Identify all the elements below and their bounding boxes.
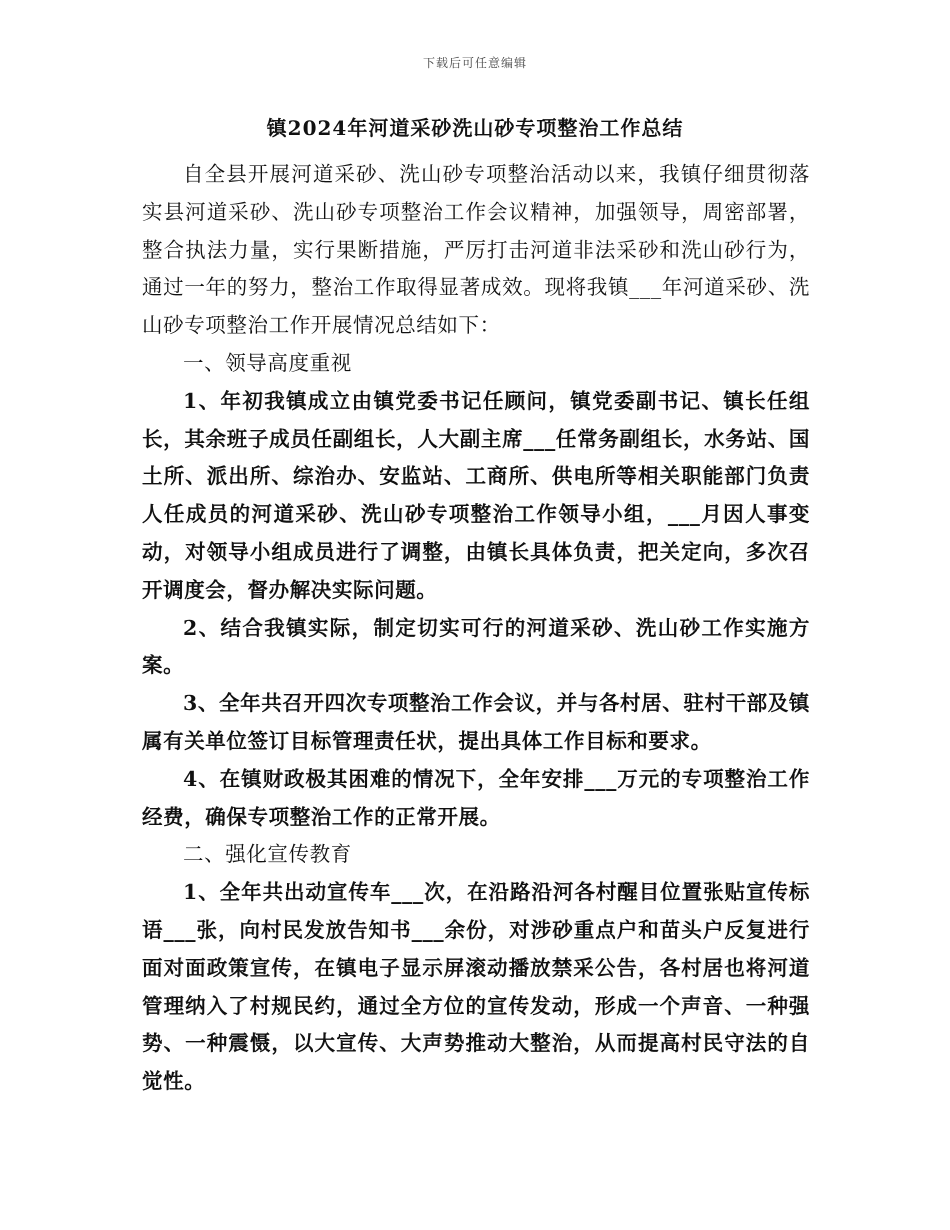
document-body bbox=[142, 156, 810, 1101]
document-title: 镇2024年河道采砂洗山砂专项整治工作总结 bbox=[266, 116, 684, 140]
item-paragraph: 4、在镇财政极其困难的情况下，全年安排___万元的专项整治工作经费，确保专项整治工作的正常开展。 bbox=[142, 766, 810, 829]
item-paragraph: 1、年初我镇成立由镇党委书记任顾问，镇党委副书记、镇长任组长，其余班子成员任副组长，人大副主席___任常务副组长，水务站、国土所、派出所、综治办、安监站、工商所、供电所等相关职能部门负责人任成员的河道采砂、洗山砂专项整治工作领导小组，___月因人事变动，对领导小组成员进行了调整，由镇长具体负责，把关定向，多次召开调度会，督办解决实际问题。 bbox=[142, 388, 810, 602]
header-note: 下载后可任意编辑 bbox=[422, 56, 527, 70]
item-paragraph: 2、结合我镇实际，制定切实可行的河道采砂、洗山砂工作实施方案。 bbox=[142, 615, 810, 678]
section-heading-2: 二、强化宣传教育 bbox=[183, 842, 352, 867]
item-paragraph: 1、全年共出动宣传车___次，在沿路沿河各村醒目位置张贴宣传标语___张，向村民发放告知书___余份，对涉砂重点户和苗头户反复进行面对面政策宣传，在镇电子显示屏滚动播放禁采公告，各村居也将河道管理纳入了村规民约，通过全方位的宣传发动，形成一个声音、一种强势、一种震慑，以大宣传、大声势推动大整治，从而提高村民守法的自觉性。 bbox=[142, 880, 810, 1094]
section-heading-1: 一、领导高度重视 bbox=[183, 350, 352, 375]
item-paragraph: 3、全年共召开四次专项整治工作会议，并与各村居、驻村干部及镇属有关单位签订目标管理责任状，提出具体工作目标和要求。 bbox=[142, 691, 810, 753]
intro-paragraph: 自全县开展河道采砂、洗山砂专项整治活动以来，我镇仔细贯彻落实县河道采砂、洗山砂专项整治工作会议精神，加强领导，周密部署，整合执法力量，实行果断措施，严厉打击河道非法采砂和洗山砂行为，通过一年的努力，整治工作取得显著成效。现将我镇___年河道采砂、洗山砂专项整治工作开展情况总结如下： bbox=[142, 162, 810, 338]
